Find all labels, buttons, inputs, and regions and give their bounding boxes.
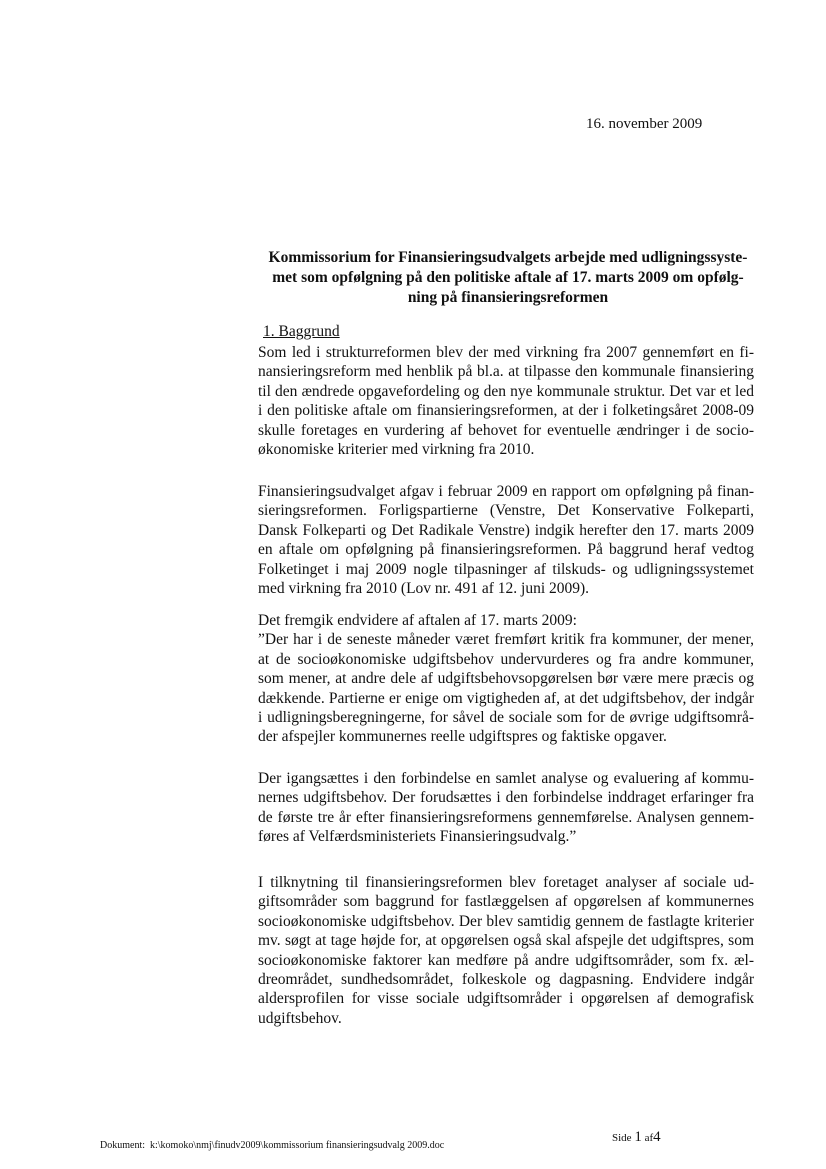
title-line: Kommissorium for Finansieringsudvalgets arbejde med udligningssyste- (268, 249, 748, 266)
text-line: Som led i strukturreformen blev der med virkning fra 2007 gennemført en fi- (258, 344, 754, 361)
text-line: skulle foretages en vurdering af behovet for eventuelle ændringer i de socio- (258, 421, 754, 439)
footer-document-file: k:\komoko\nmj\finudv2009\kommissorium finansieringsudvalg 2009.doc (150, 1140, 445, 1151)
text-line: økonomiske kriterier med virkning fra 2010. (258, 441, 535, 459)
text-line: til den ændrede opgavefordeling og den nye kommunale struktur. Det var et led (258, 382, 754, 400)
section-heading: 1. Baggrund (263, 323, 340, 340)
quote-line: ”Der har i de seneste måneder været fremført kritik fra kommuner, der mener, (258, 631, 754, 649)
title-line: ning på finansieringsreformen (407, 289, 609, 306)
page-current: 1 (634, 1129, 642, 1145)
text-line: udgiftsbehov. (258, 1009, 342, 1027)
paragraph-1 (258, 343, 754, 459)
document-title (258, 248, 758, 308)
paragraph-2 (258, 482, 754, 598)
text-line: Folketinget i maj 2009 nogle tilpasninger af tilskuds- og udligningssystemet (258, 560, 754, 578)
paragraph-5 (258, 873, 754, 1028)
text-line: en aftale om opfølgning på finansieringsreformen. På baggrund heraf vedtog (258, 541, 754, 559)
text-line: mv. søgt at tage højde for, at opgørelsen også skal afspejle det udgiftspres, som (258, 932, 754, 950)
page-prefix: Side (612, 1132, 632, 1144)
page-of: af (644, 1132, 654, 1144)
text-line: i den politiske aftale om finansieringsreformen, at der i folketingsåret 2008-09 (258, 402, 754, 420)
quote-line: i udligningsberegningerne, for såvel de sociale som for de øvrige udgiftsområ- (258, 709, 754, 727)
text-line: nansieringsreform med henblik på bl.a. at tilpasse den kommunale finansiering (258, 363, 754, 381)
document-date: 16. november 2009 (586, 116, 703, 132)
text-line: Finansieringsudvalget afgav i februar 2009 en rapport om opfølgning på finan- (258, 483, 754, 500)
text-line: sieringsreformen. Forligspartierne (Venstre, Det Konservative Folkeparti, (258, 502, 754, 520)
paragraph-4 (258, 769, 754, 847)
quote-line: de første tre år efter finansieringsreformens gennemførelse. Analysen gennem- (258, 808, 754, 826)
text-line: I tilknytning til finansieringsreformen blev foretaget analyser af sociale ud- (258, 874, 754, 891)
footer-document-path (100, 1140, 444, 1151)
text-line: giftsområder som baggrund for fastlæggelsen af opgørelsen af kommunernes (258, 893, 754, 911)
text-line: dreområdet, sundhedsområdet, folkeskole og dagpasning. Endvidere indgår (258, 971, 754, 989)
paragraph-3 (258, 611, 754, 747)
text-line: socioøkonomiske udgiftsbehov. Der blev samtidig gennem de fastlagte kriterier (258, 912, 754, 930)
title-line: met som opfølgning på den politiske aftale af 17. marts 2009 om opfølg- (272, 269, 744, 286)
quote-line: nernes udgiftsbehov. Der forudsættes i den forbindelse inddraget erfaringer fra (258, 789, 754, 807)
quote-line: dækkende. Partierne er enige om vigtigheden af, at det udgiftsbehov, der indgår (258, 689, 754, 707)
text-line: aldersprofilen for visse sociale udgiftsområder i opgørelsen af demografisk (258, 990, 754, 1008)
text-line: Det fremgik endvidere af aftalen af 17. marts 2009: (258, 612, 577, 629)
page-total: 4 (653, 1129, 661, 1145)
quote-line: at de socioøkonomiske udgiftsbehov undervurderes og fra andre kommuner, (258, 650, 754, 668)
footer-page-number (612, 1129, 661, 1146)
footer-document-label: Dokument: (100, 1140, 145, 1151)
quote-line: Der igangsættes i den forbindelse en samlet analyse og evaluering af kommu- (258, 770, 754, 787)
quote-line: som mener, at andre dele af udgiftsbehovsopgørelsen bør være mere præcis og (258, 670, 754, 688)
quote-line: der afspejler kommunernes reelle udgiftspres og faktiske opgaver. (258, 728, 667, 746)
text-line: Dansk Folkeparti og Det Radikale Venstre) indgik herefter den 17. marts 2009 (258, 521, 754, 539)
text-line: med virkning fra 2010 (Lov nr. 491 af 12. juni 2009). (258, 580, 590, 598)
quote-line: føres af Velfærdsministeriets Finansieringsudvalg.” (258, 828, 577, 846)
text-line: socioøkonomiske faktorer kan medføre på andre udgiftsområder, som fx. æl- (258, 951, 754, 969)
